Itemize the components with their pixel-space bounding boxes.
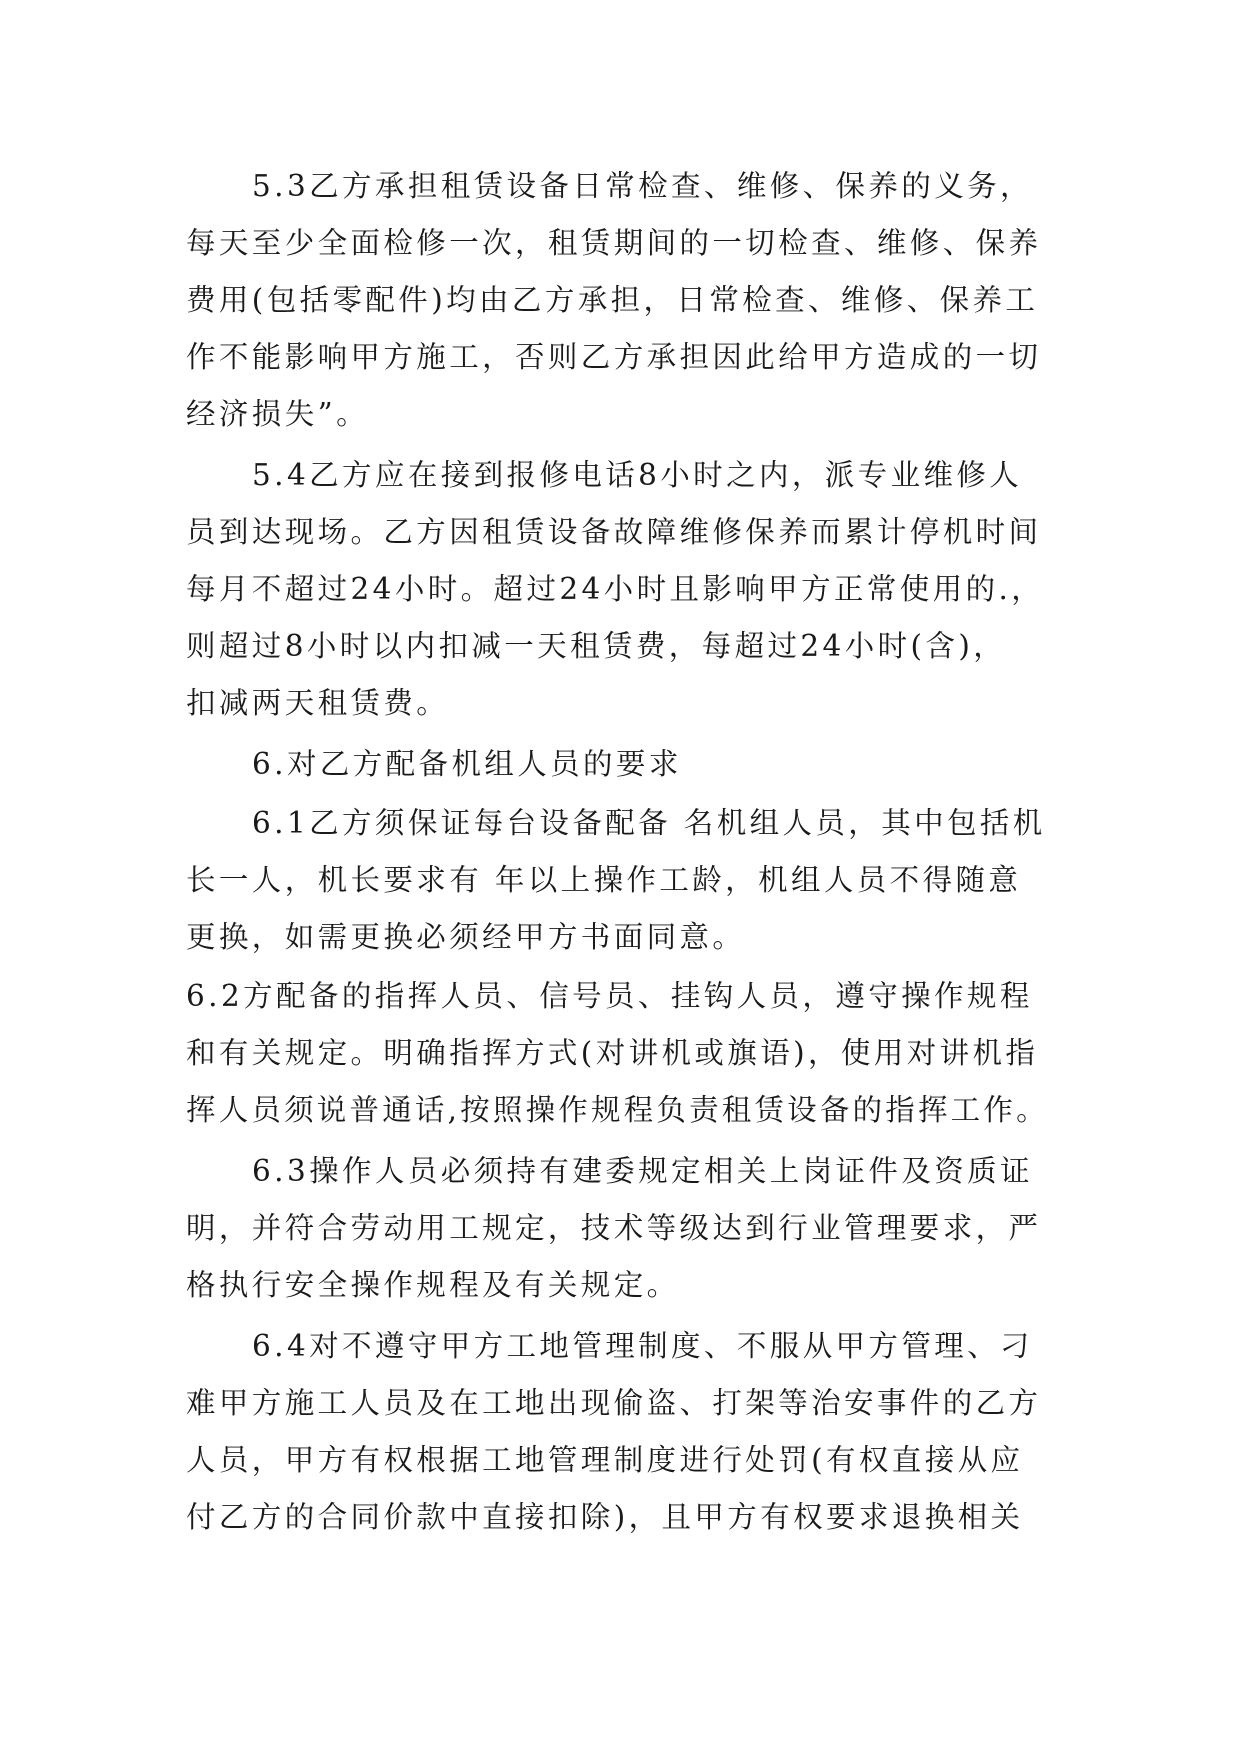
text-line: 作不能影响甲方施工，否则乙方承担因此给甲方造成的一切 [186,340,1042,374]
text-line: 更换，如需更换必须经甲方书面同意。 [186,920,746,954]
text-line: 付乙方的合同价款中直接扣除)，且甲方有权要求退换相关 [186,1500,1024,1534]
text-line: 员到达现场。乙方因租赁设备故障维修保养而累计停机时间 [186,515,1042,549]
text-line: 难甲方施工人员及在工地出现偷盗、打架等治安事件的乙方 [186,1386,1042,1420]
text-line: 费用(包括零配件)均由乙方承担，日常检查、维修、保养工 [186,283,1039,317]
text-line: 每天至少全面检修一次，租赁期间的一切检查、维修、保养 [186,226,1042,260]
text-line: 扣减两天租赁费。 [186,686,450,720]
text-line: 5.4乙方应在接到报修电话8小时之内，派专业维修人 [252,458,1023,492]
text-line: 6.3操作人员必须持有建委规定相关上岗证件及资质证 [252,1154,1033,1188]
text-line: 挥人员须说普通话,按照操作规程负责租赁设备的指挥工作。 [186,1093,1049,1127]
text-line: 明，并符合劳动用工规定，技术等级达到行业管理要求，严 [186,1211,1042,1245]
text-line: 6.对乙方配备机组人员的要求 [252,747,682,781]
text-line: 格执行安全操作规程及有关规定。 [186,1268,680,1302]
text-line: 则超过8小时以内扣减一天租赁费，每超过24小时(含)， [186,629,1007,663]
text-line: 5.3乙方承担租赁设备日常检查、维修、保养的义务， [252,169,1033,203]
text-line: 6.2方配备的指挥人员、信号员、挂钩人员，遵守操作规程 [186,979,1033,1013]
text-line: 6.4对不遵守甲方工地管理制度、不服从甲方管理、刁 [252,1329,1033,1363]
text-line: 6.1乙方须保证每台设备配备 名机组人员，其中包括机 [252,806,1046,840]
text-line: 人员，甲方有权根据工地管理制度进行处罚(有权直接从应 [186,1443,1024,1477]
text-line: 和有关规定。明确指挥方式(对讲机或旗语)，使用对讲机指 [186,1036,1039,1070]
text-line: 经济损失”。 [186,397,369,431]
text-line: 每月不超过24小时。超过24小时且影响甲方正常使用的.， [186,572,1045,606]
text-line: 长一人，机长要求有 年以上操作工龄，机组人员不得随意 [186,863,1022,897]
